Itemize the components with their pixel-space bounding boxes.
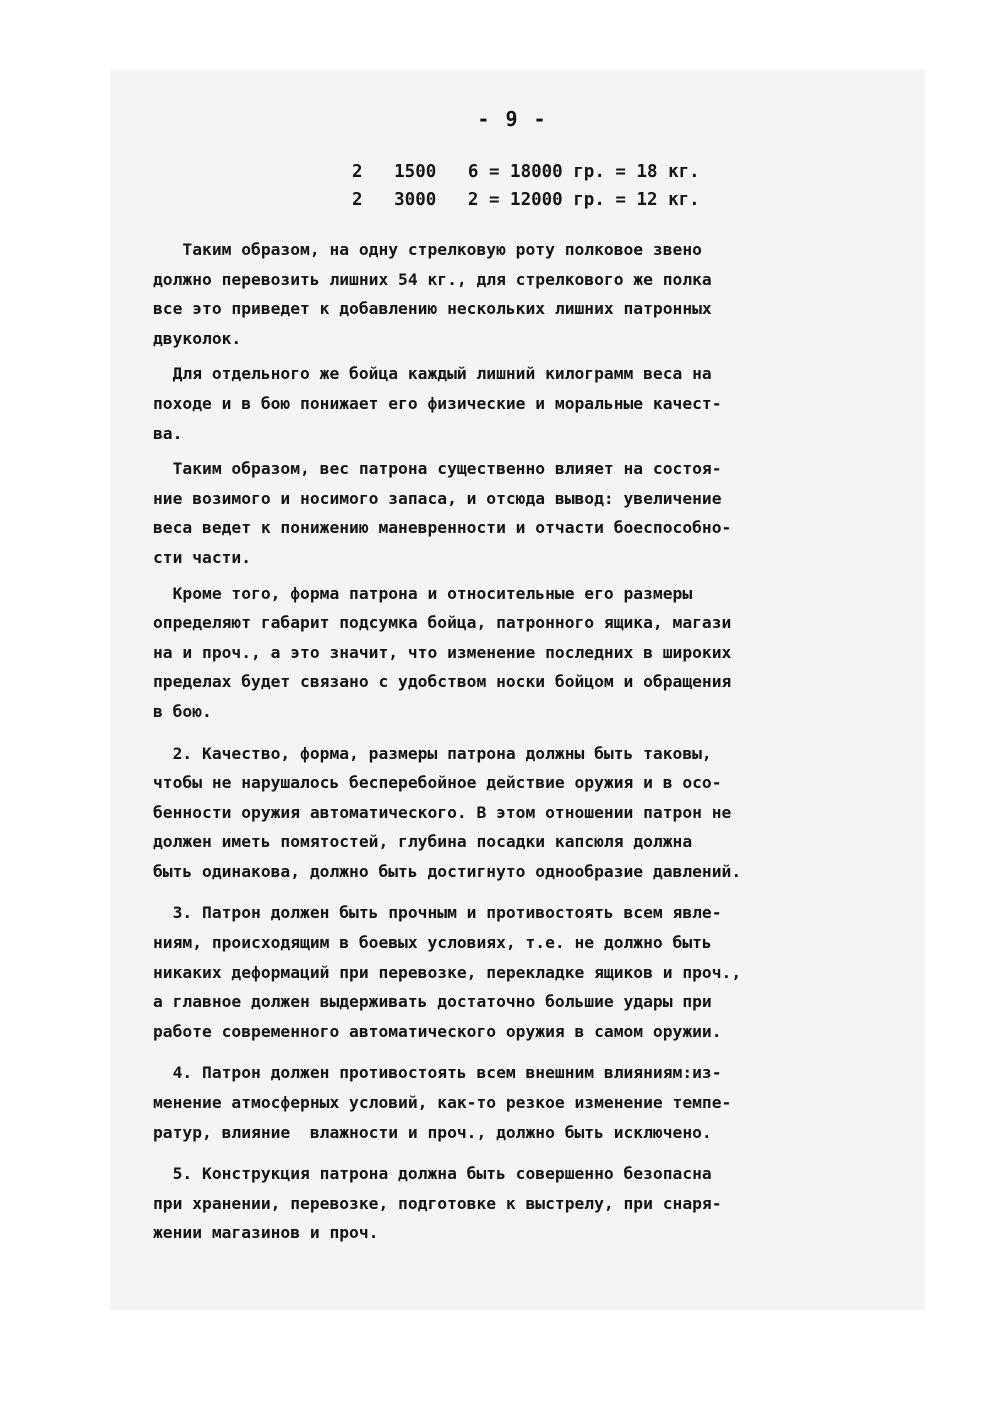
text-line: 4. Патрон должен противостоять всем внешним влияниям:из- [153,1063,722,1083]
text-line: в бою. [153,701,212,721]
text-line: должен иметь помятостей, глубина посадки капсюля должна [153,832,693,852]
text-line: ва. [153,423,183,443]
text-line: ратур, влияние влажности и проч., должно быть исключено. [153,1122,712,1142]
text-line: Таким образом, вес патрона существенно влияет на состоя- [153,459,722,479]
paragraph-cartridge-form [153,579,893,727]
text-line: при хранении, перевозке, подготовке к выстрелу, при снаря- [153,1193,722,1213]
text-line: а главное должен выдерживать достаточно большие удары при [153,992,712,1012]
text-line: чтобы не нарушалось бесперебойное действие оружия и в осо- [153,773,722,793]
text-line: сти части. [153,547,252,567]
paragraph-weight-conclusion [153,454,893,572]
text-line: бенности оружия автоматического. В этом отношении патрон не [153,802,732,822]
text-line: 2. Качество, форма, размеры патрона должны быть таковы, [153,743,712,763]
text-line: Для отдельного же бойца каждый лишний килограмм веса на [153,364,712,384]
paragraph-item-2 [153,739,893,887]
paragraph-item-3 [153,898,893,1046]
text-line: Кроме того, форма патрона и относительные его размеры [153,583,693,603]
text-line: ние возимого и носимого запаса, и отсюда вывод: увеличение [153,488,722,508]
document-body [153,235,893,1248]
calculation-line-2: 2 3000 2 = 12000 гр. = 12 кг. [352,190,700,210]
text-line: ниям, происходящим в боевых условиях, т.е. не должно быть [153,933,712,953]
text-line: двуколок. [153,328,242,348]
paragraph-transport-weight [153,235,893,353]
text-line: определяют габарит подсумка бойца, патронного ящика, магази [153,613,732,633]
paragraph-item-5 [153,1159,893,1248]
text-line: жении магазинов и проч. [153,1223,379,1243]
text-line: должно перевозить лишних 54 кг., для стрелкового же полка [153,269,712,289]
text-line: походе и в бою понижает его физические и моральные качест- [153,393,722,413]
calculation-line-1: 2 1500 6 = 18000 гр. = 18 кг. [352,162,700,182]
text-line: пределах будет связано с удобством носки бойцом и обращения [153,672,732,692]
text-line: Таким образом, на одну стрелковую роту полковое звено [153,240,702,259]
text-line: на и проч., а это значит, что изменение последних в широких [153,642,732,662]
text-line: 5. Конструкция патрона должна быть совершенно безопасна [153,1164,712,1184]
text-line: быть одинакова, должно быть достигнуто однообразие давлений. [153,861,742,881]
text-line: менение атмосферных условий, как-то резкое изменение темпе- [153,1093,732,1113]
text-line: 3. Патрон должен быть прочным и противостоять всем явле- [153,903,722,923]
text-line: никаких деформаций при перевозке, перекладке ящиков и проч., [153,962,742,982]
text-line: работе современного автоматического оружия в самом оружии. [153,1021,722,1041]
text-line: все это приведет к добавлению нескольких лишних патронных [153,299,712,319]
paragraph-item-4 [153,1058,893,1147]
text-line: веса ведет к понижению маневренности и отчасти боеспособно- [153,518,732,538]
paragraph-soldier-load [153,359,893,448]
page-number: - 9 - [477,107,548,131]
